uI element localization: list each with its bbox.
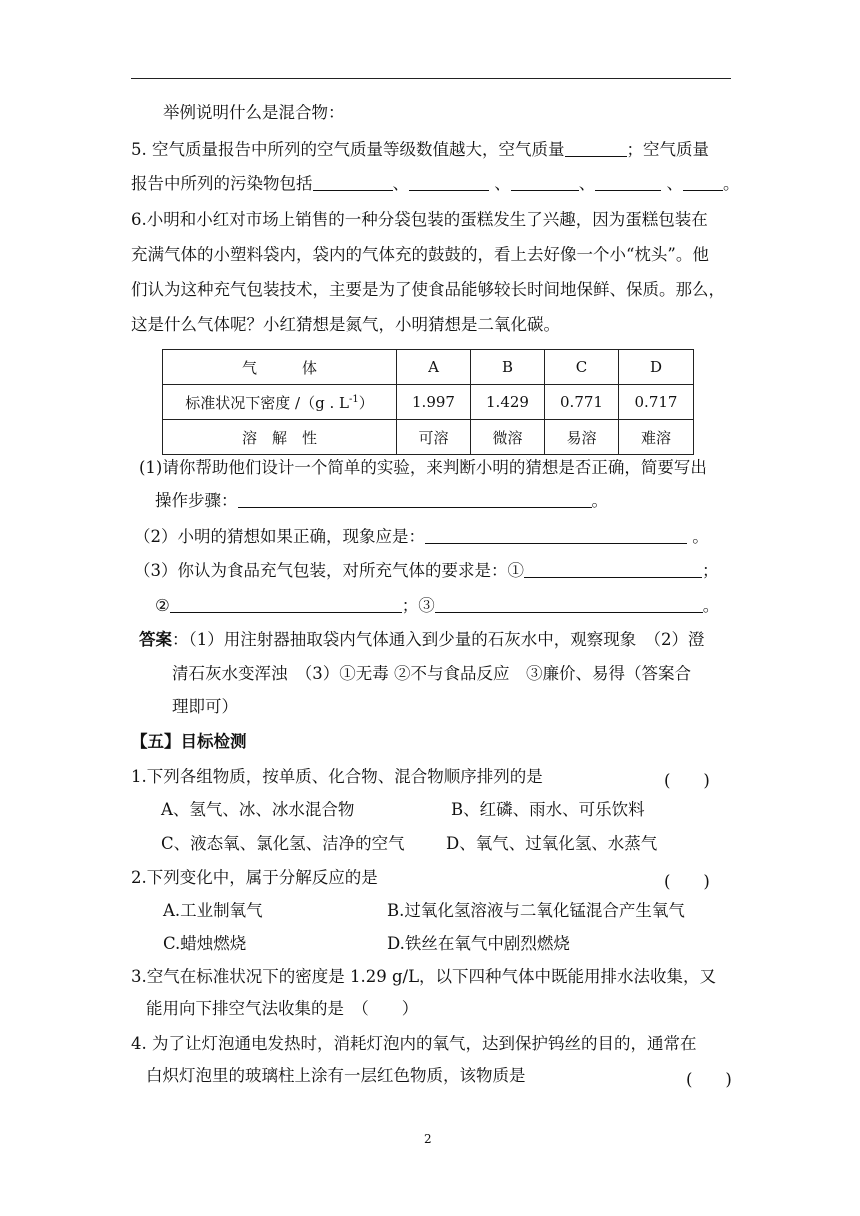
table-cell: 1.429: [471, 385, 545, 420]
table-cell: 易溶: [545, 420, 619, 455]
s5-q2-option-b: B.过氧化氢溶液与二氧化锰混合产生氧气: [387, 901, 685, 920]
q5-line-1: [131, 140, 709, 160]
q6-blank-phenomenon[interactable]: [425, 527, 687, 544]
s5-q1-answer-paren[interactable]: ( ): [664, 771, 710, 790]
table-row: [163, 385, 694, 420]
table-cell: 难溶: [619, 420, 694, 455]
separator: 、: [392, 174, 409, 193]
s5-q1-option-c: C、液态氧、氯化氢、洁净的空气: [161, 834, 405, 853]
answer-label: 答案: [139, 630, 172, 649]
q5-text-b: ；空气质量: [626, 140, 709, 159]
q6-line-2: 充满气体的小塑料袋内，袋内的气体充的鼓鼓的，看上去好像一个小“枕头”。他: [131, 245, 709, 264]
q5-blank-pollutant-1[interactable]: [313, 174, 393, 191]
q6-line-1: 6.小明和小红对市场上销售的一种分袋包装的蛋糕发生了兴趣，因为蛋糕包装在: [131, 210, 708, 229]
s5-q2-option-a: A.工业制氧气: [163, 901, 263, 920]
q6-blank-steps[interactable]: [238, 491, 592, 508]
q6-line-3: 们认为这种充气包装技术，主要是为了使食品能够较长时间地保鲜、保质。那么，: [131, 280, 725, 299]
answer-text: ：（1）用注射器抽取袋内气体通入到少量的石灰水中，观察现象 （2）澄: [172, 630, 705, 649]
s5-q1-option-b: B、红磷、雨水、可乐饮料: [451, 800, 645, 819]
s5-q2-option-d: D.铁丝在氧气中剧烈燃烧: [387, 934, 570, 953]
table-cell: 可溶: [397, 420, 471, 455]
s5-q3-line-2: 能用向下排空气法收集的是 （ ）: [146, 999, 419, 1018]
q5-blank-pollutant-5[interactable]: [683, 174, 723, 191]
q6-sub2-line: [134, 527, 709, 547]
gas-properties-table: [162, 349, 694, 455]
period: 。: [591, 491, 608, 510]
s5-q3-line-1: 3.空气在标准状况下的密度是 1.29 g/L，以下四种气体中既能用排水法收集，又: [131, 967, 717, 986]
q6-sub3-line-2: [155, 596, 719, 616]
q5-line-2: [131, 174, 740, 194]
section-heading: 【五】目标检测: [131, 732, 247, 751]
q6-blank-requirement-3[interactable]: [435, 596, 703, 613]
separator: 、: [489, 174, 511, 193]
table-row: [163, 350, 694, 385]
period: 。: [723, 174, 740, 193]
period: 。: [687, 527, 709, 546]
answer-line-1: [139, 630, 705, 650]
separator: 、: [578, 174, 596, 193]
sub3-prompt: （3）你认为食品充气包装，对所充气体的要求是：①: [134, 561, 524, 580]
table-header-d: D: [619, 350, 694, 385]
s5-q1-option-a: A、氢气、冰、冰水混合物: [161, 800, 355, 819]
s5-q1-option-d: D、氧气、过氧化氢、水蒸气: [446, 834, 658, 853]
s5-q2-answer-paren[interactable]: ( ): [664, 872, 710, 891]
answer-line-2: 清石灰水变浑浊 （3）①无毒 ②不与食品反应 ③廉价、易得（答案合: [172, 664, 691, 683]
q6-sub3-line-1: [134, 561, 719, 581]
separator: 、: [661, 174, 683, 193]
q5-blank-pollutant-3[interactable]: [511, 174, 579, 191]
table-row: [163, 420, 694, 455]
density-label-close: ）: [358, 393, 374, 412]
table-header-c: C: [545, 350, 619, 385]
table-header-a: A: [397, 350, 471, 385]
s5-q4-answer-paren[interactable]: ( ): [686, 1070, 732, 1089]
table-label-density: [163, 385, 397, 420]
q6-blank-requirement-2[interactable]: [170, 596, 402, 613]
table-cell: 0.717: [619, 385, 694, 420]
q5-text-a: 5. 空气质量报告中所列的空气质量等级数值越大，空气质量: [131, 140, 565, 159]
q5-blank-pollutant-2[interactable]: [409, 174, 489, 191]
table-cell: 1.997: [397, 385, 471, 420]
semicolon: ；: [702, 561, 719, 580]
s5-q4-line-1: 4. 为了让灯泡通电发热时，消耗灯泡内的氧气，达到保护钨丝的目的，通常在: [131, 1034, 697, 1053]
table-cell: 0.771: [545, 385, 619, 420]
table-header-gas: 气 体: [163, 350, 397, 385]
q5-blank-quality[interactable]: [565, 140, 627, 157]
s5-q2-option-c: C.蜡烛燃烧: [163, 934, 247, 953]
circled-3: ；③: [401, 596, 435, 615]
answer-line-3: 理即可）: [172, 697, 238, 716]
page-number: 2: [424, 1132, 432, 1146]
q6-sub1-line-2: [155, 491, 608, 511]
table-cell: 微溶: [471, 420, 545, 455]
table-label-solubility: 溶 解 性: [163, 420, 397, 455]
q6-line-4: 这是什么气体呢？小红猜想是氮气，小明猜想是二氧化碳。: [131, 315, 560, 334]
intro-line: 举例说明什么是混合物：: [163, 103, 345, 122]
density-label-superscript: -1: [348, 393, 359, 405]
header-rule: [131, 78, 731, 79]
circled-2: ②: [155, 596, 170, 615]
table-header-b: B: [471, 350, 545, 385]
s5-q2: 2.下列变化中，属于分解反应的是: [131, 868, 378, 887]
sub2-prompt: （2）小明的猜想如果正确，现象应是：: [134, 527, 425, 546]
density-label-text: 标准状况下密度 /（g . L: [185, 393, 349, 412]
period: 。: [702, 596, 720, 615]
sub1-prompt: 操作步骤：: [155, 491, 238, 510]
s5-q1: 1.下列各组物质，按单质、化合物、混合物顺序排列的是: [131, 767, 543, 786]
q5-blank-pollutant-4[interactable]: [595, 174, 661, 191]
q5-text-c: 报告中所列的污染物包括: [131, 174, 313, 193]
s5-q4-line-2: 白炽灯泡里的玻璃柱上涂有一层红色物质，该物质是: [146, 1066, 526, 1085]
q6-sub1-line-1: (1)请你帮助他们设计一个简单的实验，来判断小明的猜想是否正确，简要写出: [139, 458, 707, 477]
q6-blank-requirement-1[interactable]: [524, 561, 702, 578]
